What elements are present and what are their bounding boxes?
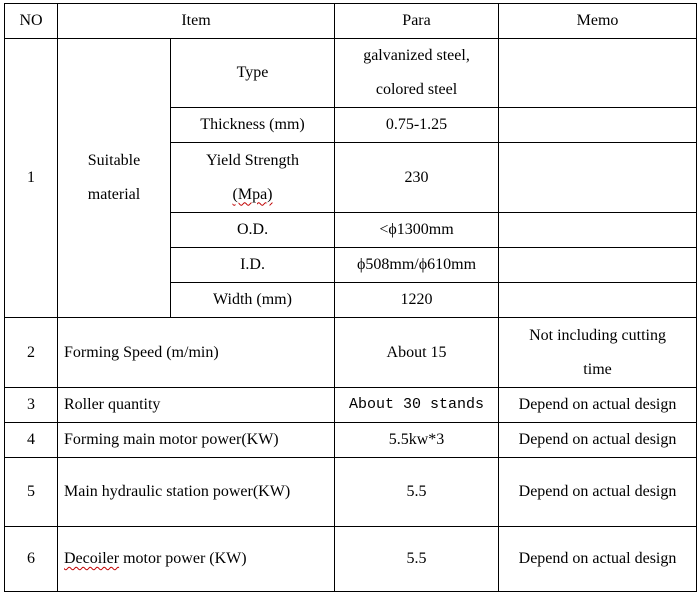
row-memo: Depend on actual design: [499, 526, 697, 591]
table-row: [5, 318, 697, 388]
material-group-label: [58, 39, 171, 318]
row-item-underlined: Decoiler: [64, 549, 120, 567]
subitem-memo: [499, 143, 697, 212]
row-no: 5: [5, 458, 58, 526]
row-item: Roller quantity: [58, 388, 335, 423]
subitem-label: O.D.: [171, 212, 335, 247]
subitem-label: Width (mm): [171, 282, 335, 317]
row-no: 2: [5, 318, 58, 388]
row-para: 5.5: [335, 458, 499, 526]
table-row: [5, 458, 697, 526]
row-memo: Depend on actual design: [499, 423, 697, 458]
row-item: Forming Speed (m/min): [58, 318, 335, 388]
subitem-value: ϕ508mm/ϕ610mm: [335, 247, 499, 282]
row-memo: Depend on actual design: [499, 458, 697, 526]
row-para: About 15: [335, 318, 499, 388]
subitem-memo: [499, 282, 697, 317]
subitem-label: Type: [171, 39, 335, 108]
subitem-memo: [499, 212, 697, 247]
subitem-value: [335, 39, 499, 108]
subitem-memo: [499, 108, 697, 143]
subitem-value: 230: [335, 143, 499, 212]
material-group-line: material: [87, 186, 141, 204]
row-item-rest: motor power (KW): [119, 549, 247, 567]
subitem-label: [171, 143, 335, 212]
value-line: colored steel: [375, 81, 458, 99]
subitem-memo: [499, 247, 697, 282]
row-no: 3: [5, 388, 58, 423]
table-row: [5, 388, 697, 423]
row-memo: [499, 318, 697, 388]
row-item: Forming main motor power(KW): [58, 423, 335, 458]
memo-line: time: [583, 360, 612, 378]
subitem-value: 1220: [335, 282, 499, 317]
row-para: 5.5: [335, 526, 499, 591]
table-row: [5, 423, 697, 458]
row-para: About 30 stands: [335, 388, 499, 423]
header-para: Para: [335, 4, 499, 39]
subitem-memo: [499, 39, 697, 108]
subitem-value: 0.75-1.25: [335, 108, 499, 143]
spec-table: [4, 3, 697, 592]
table-row: [5, 39, 697, 108]
subitem-value: <ϕ1300mm: [335, 212, 499, 247]
label-line-text: (Mpa): [232, 185, 273, 203]
row-item: Main hydraulic station power(KW): [58, 458, 335, 526]
label-line: [175, 178, 330, 212]
value-line: galvanized steel,: [363, 47, 470, 65]
row-no: 1: [5, 39, 58, 318]
header-no: NO: [5, 4, 58, 39]
header-memo: Memo: [499, 4, 697, 39]
subitem-label: Thickness (mm): [171, 108, 335, 143]
row-no: 6: [5, 526, 58, 591]
header-row: [5, 4, 697, 39]
material-group-line: Suitable: [87, 152, 141, 170]
subitem-label: I.D.: [171, 247, 335, 282]
memo-line: Not including cutting: [529, 326, 666, 344]
label-line: Yield Strength: [206, 151, 299, 169]
header-item: Item: [58, 4, 335, 39]
row-para: 5.5kw*3: [335, 423, 499, 458]
row-no: 4: [5, 423, 58, 458]
row-item: [58, 526, 335, 591]
table-row: [5, 526, 697, 591]
row-memo: Depend on actual design: [499, 388, 697, 423]
